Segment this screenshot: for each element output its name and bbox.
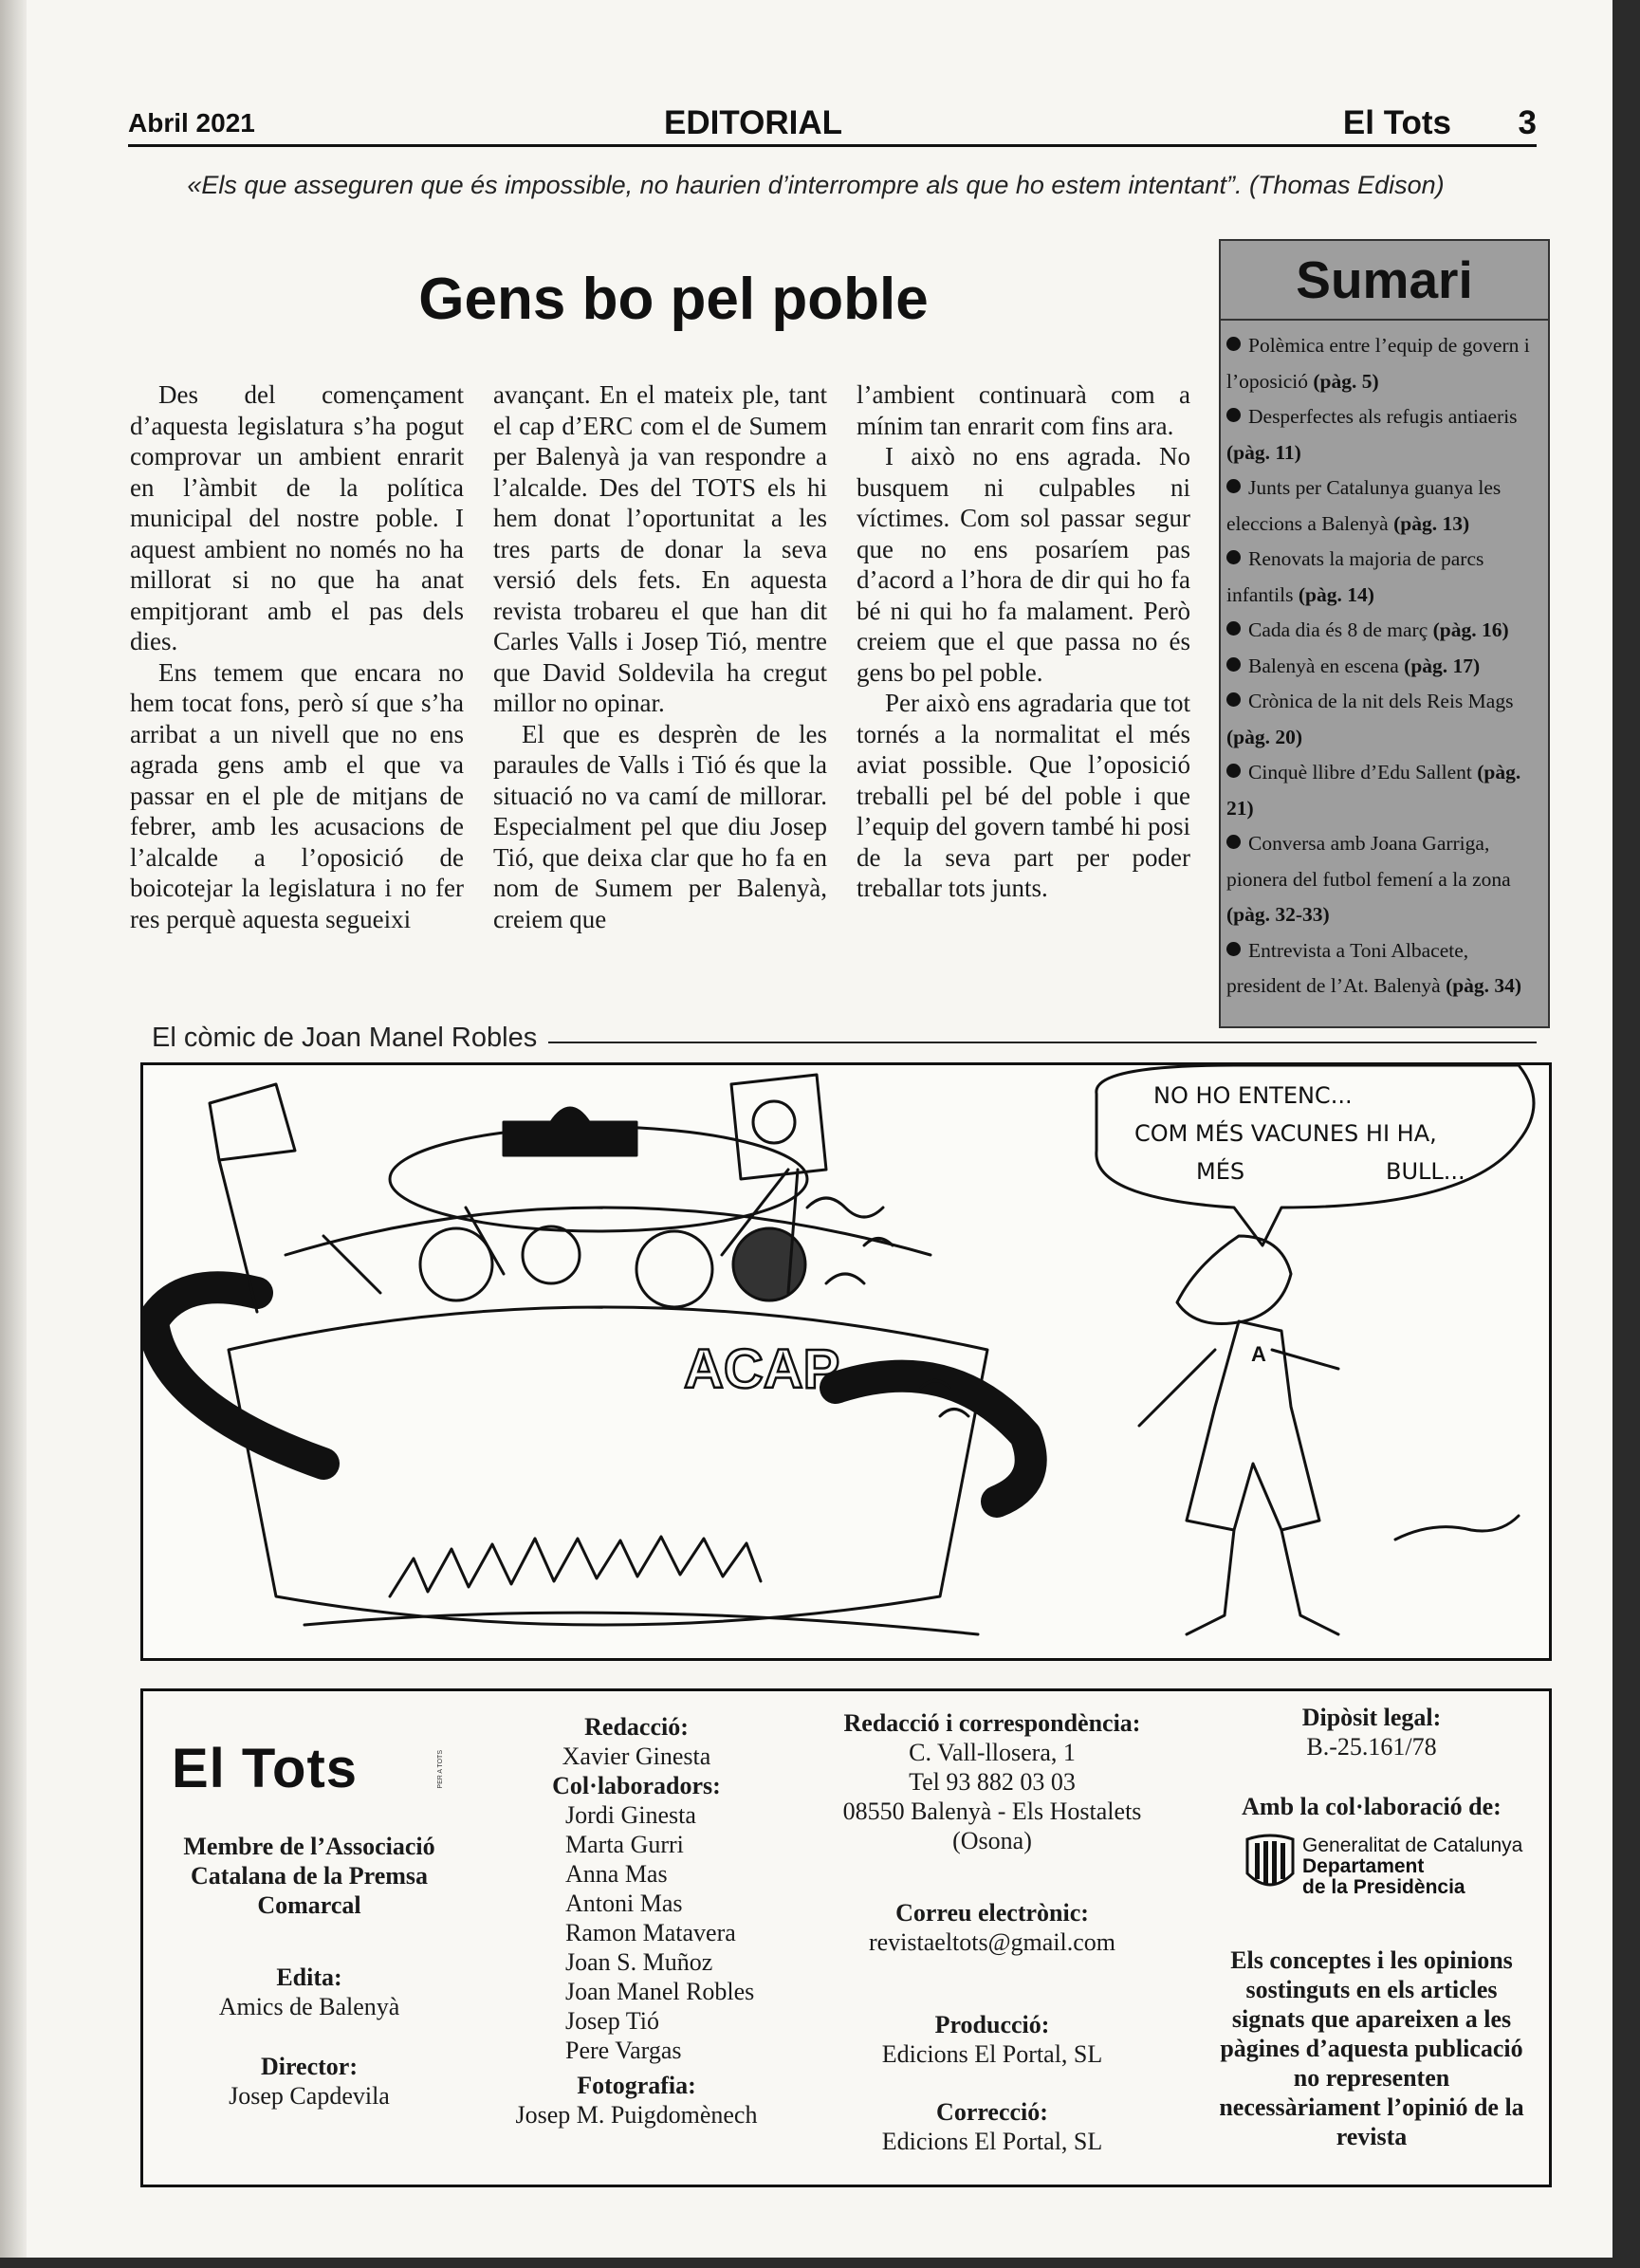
toc-item[interactable]: Renovats la majoria de parcs infantils (pàg. 14)	[1226, 547, 1484, 606]
toc-item[interactable]: Junts per Catalunya guanya les eleccions a Balenyà (pàg. 13)	[1226, 476, 1502, 535]
email-link[interactable]: revistaeltots@gmail.com	[868, 1928, 1116, 1956]
paragraph: Per això ens agradaria que tot tornés a la normalitat el més aviat possible. Que l’oposició treballi pel bé del poble i que l’equip del govern també hi posi de la seva part per poder treballar tots junts.	[857, 689, 1190, 902]
speech-line-1: NO HO ENTENC...	[1153, 1082, 1353, 1109]
issue-date: Abril 2021	[128, 108, 255, 138]
association-membership: Membre de l’Associació Catalana de la Premsa Comarcal	[183, 1833, 435, 1919]
comic-caption: El còmic de Joan Manel Robles	[152, 1023, 548, 1054]
speech-line-3: MÉS	[1196, 1158, 1245, 1185]
jacket-badge: A	[1251, 1342, 1266, 1366]
bullet-icon	[1226, 692, 1241, 707]
editorial-disclaimer: Els conceptes i les opinions sostinguts en els articles signats que apareixen a les pàgines d’aquesta publicació no representen necessàriament l’opinió de la revista	[1219, 1946, 1524, 2150]
page-header	[128, 104, 1537, 147]
bullet-icon	[1226, 337, 1241, 351]
man-head	[1177, 1236, 1291, 1324]
logo-tagline: PER A TOTS	[437, 1750, 444, 1789]
article-column-1	[130, 379, 464, 934]
page-spine	[0, 0, 27, 2258]
speech-line-2: COM MÉS VACUNES HI HA,	[1134, 1120, 1437, 1147]
article-headline: Gens bo pel poble	[418, 267, 929, 332]
bullet-icon	[1226, 942, 1241, 956]
publisher: Edita: Amics de Balenyà	[218, 1964, 400, 2020]
table-of-contents	[1219, 239, 1550, 1028]
toc-list	[1221, 321, 1548, 1005]
collaboration-label: Amb la col·laboració de:	[1242, 1793, 1502, 1820]
generalitat-logo	[1244, 1834, 1528, 1909]
bullet-icon	[1226, 657, 1241, 672]
generalitat-emblem-icon	[1244, 1834, 1297, 1894]
epigraph-quote: «Els que asseguren que és impossible, no haurien d’interrompre als que ho estem intentant”. (Thomas Edison)	[187, 171, 1445, 199]
photography-credit: Fotografia: Josep M. Puigdomènech	[515, 2072, 758, 2129]
bullet-icon	[1226, 479, 1241, 493]
paragraph: I això no ens agrada. No busquem ni culpables ni víctimes. Com sol passar segur que no ens posaríem pas d’acord a l’hora de dir qui ho fa bé ni qui ho fa malament. Però creiem que el que passa no és gens bo pel poble.	[857, 442, 1190, 687]
bullet-icon	[1226, 550, 1241, 564]
article-column-2	[493, 379, 827, 934]
section-title: EDITORIAL	[664, 104, 842, 141]
flames-outline	[390, 1537, 761, 1596]
comic-strip	[140, 1062, 1552, 1661]
toc-item[interactable]: Entrevista a Toni Albacete, president de l’At. Balenyà (pàg. 34)	[1226, 938, 1522, 997]
bullet-icon	[1226, 408, 1241, 422]
speech-line-4: BULL...	[1386, 1158, 1465, 1185]
director: Director: Josep Capdevila	[229, 2053, 390, 2110]
toc-title: Sumari	[1221, 241, 1548, 321]
man-legs	[1187, 1530, 1338, 1634]
man-arms	[1139, 1350, 1338, 1426]
masthead-credits	[140, 1688, 1552, 2187]
paragraph: avançant. En el mateix ple, tant el cap d’ERC com el de Sumem per Balenyà ja van respondre a l’alcalde. Des del TOTS els hi hem donat l’oportunitat a les tres parts de donar la seva versió dels fets. En aquesta revista trobareu el que han dit Carles Valls i Josep Tió, mentre que David Soldevila ha cregut millor no opinar.	[493, 380, 827, 717]
proofreading-credit: Correcció: Edicions El Portal, SL	[881, 2098, 1103, 2155]
comic-illustration	[143, 1065, 1549, 1658]
toc-item[interactable]: Balenyà en escena (pàg. 17)	[1226, 649, 1542, 685]
legal-deposit: Dipòsit legal: B.-25.161/78	[1301, 1704, 1442, 1761]
left-handle	[153, 1287, 323, 1464]
toc-item[interactable]: Desperfectes als refugis antiaeris (pàg. 11)	[1226, 405, 1518, 464]
bullet-icon	[1226, 764, 1241, 778]
pot-outline	[229, 1307, 987, 1625]
paragraph: El que es desprèn de les paraules de Valls i Tió és que la situació no va camí de millorar. Especialment pel que diu Josep Tió, que deixa clar que ho fa en nom de Sumem per Balenyà, creiem que	[493, 719, 827, 933]
generalitat-text: Generalitat de Catalunya Departament de la Presidència	[1302, 1835, 1523, 1898]
toc-item[interactable]: Polèmica entre l’equip de govern i l’oposició (pàg. 5)	[1226, 334, 1530, 393]
toc-item[interactable]: Conversa amb Joana Garriga, pionera del futbol femení a la zona (pàg. 32-33)	[1226, 832, 1511, 926]
staff-list: Redacció: Xavier Ginesta Col·laboradors:	[552, 1713, 721, 1799]
bullet-icon	[1226, 835, 1241, 849]
publication-name: El Tots	[1342, 104, 1451, 141]
signature	[1395, 1516, 1519, 1540]
bullet-icon	[1226, 621, 1241, 636]
pot-label: ACAP	[684, 1338, 840, 1400]
paragraph: Ens temem que encara no hem tocat fons, però sí que s’ha arribat a un nivell que no ens agrada gens amb el que va passar en el ple de mitjans de febrer, amb les acusacions de l’alcalde a l’oposició de boicotejar la legislatura i no fer res perquè aquesta segueixi	[130, 657, 464, 933]
toc-item[interactable]: Crònica de la nit dels Reis Mags (pàg. 20)	[1226, 690, 1514, 748]
production-credit: Producció: Edicions El Portal, SL	[881, 2011, 1103, 2068]
toc-item[interactable]: Cada dia és 8 de març (pàg. 16)	[1226, 613, 1542, 649]
article-column-3	[857, 379, 1190, 904]
right-handle	[836, 1376, 1031, 1502]
email-contact: Correu electrònic: revistaeltots@gmail.com	[868, 1899, 1116, 1956]
collaborators-list: Jordi Ginesta Marta Gurri Anna Mas Antoni Mas Ramon Matavera Joan S. Muñoz Joan Manel Robles Josep Tió Pere Vargas	[565, 1801, 755, 2064]
contact-address: Redacció i correspondència: C. Vall-llosera, 1 Tel 93 882 03 03 08550 Balenyà - Els Hostalets (Osona)	[842, 1709, 1142, 1854]
publication-logo: El Tots	[172, 1738, 359, 1799]
paragraph: Des del començament d’aquesta legislatura s’ha pogut comprovar un ambient enrarit en l’àmbit de la política municipal del nostre poble. I aquest ambient no només no ha millorat si no que ha anat empitjorant amb el pas dels dies.	[130, 380, 464, 655]
paragraph: l’ambient continuarà com a mínim tan enrarit com fins ara.	[857, 380, 1190, 440]
page-number: 3	[1518, 104, 1537, 141]
toc-item[interactable]: Cinquè llibre d’Edu Sallent (pàg. 21)	[1226, 761, 1521, 820]
